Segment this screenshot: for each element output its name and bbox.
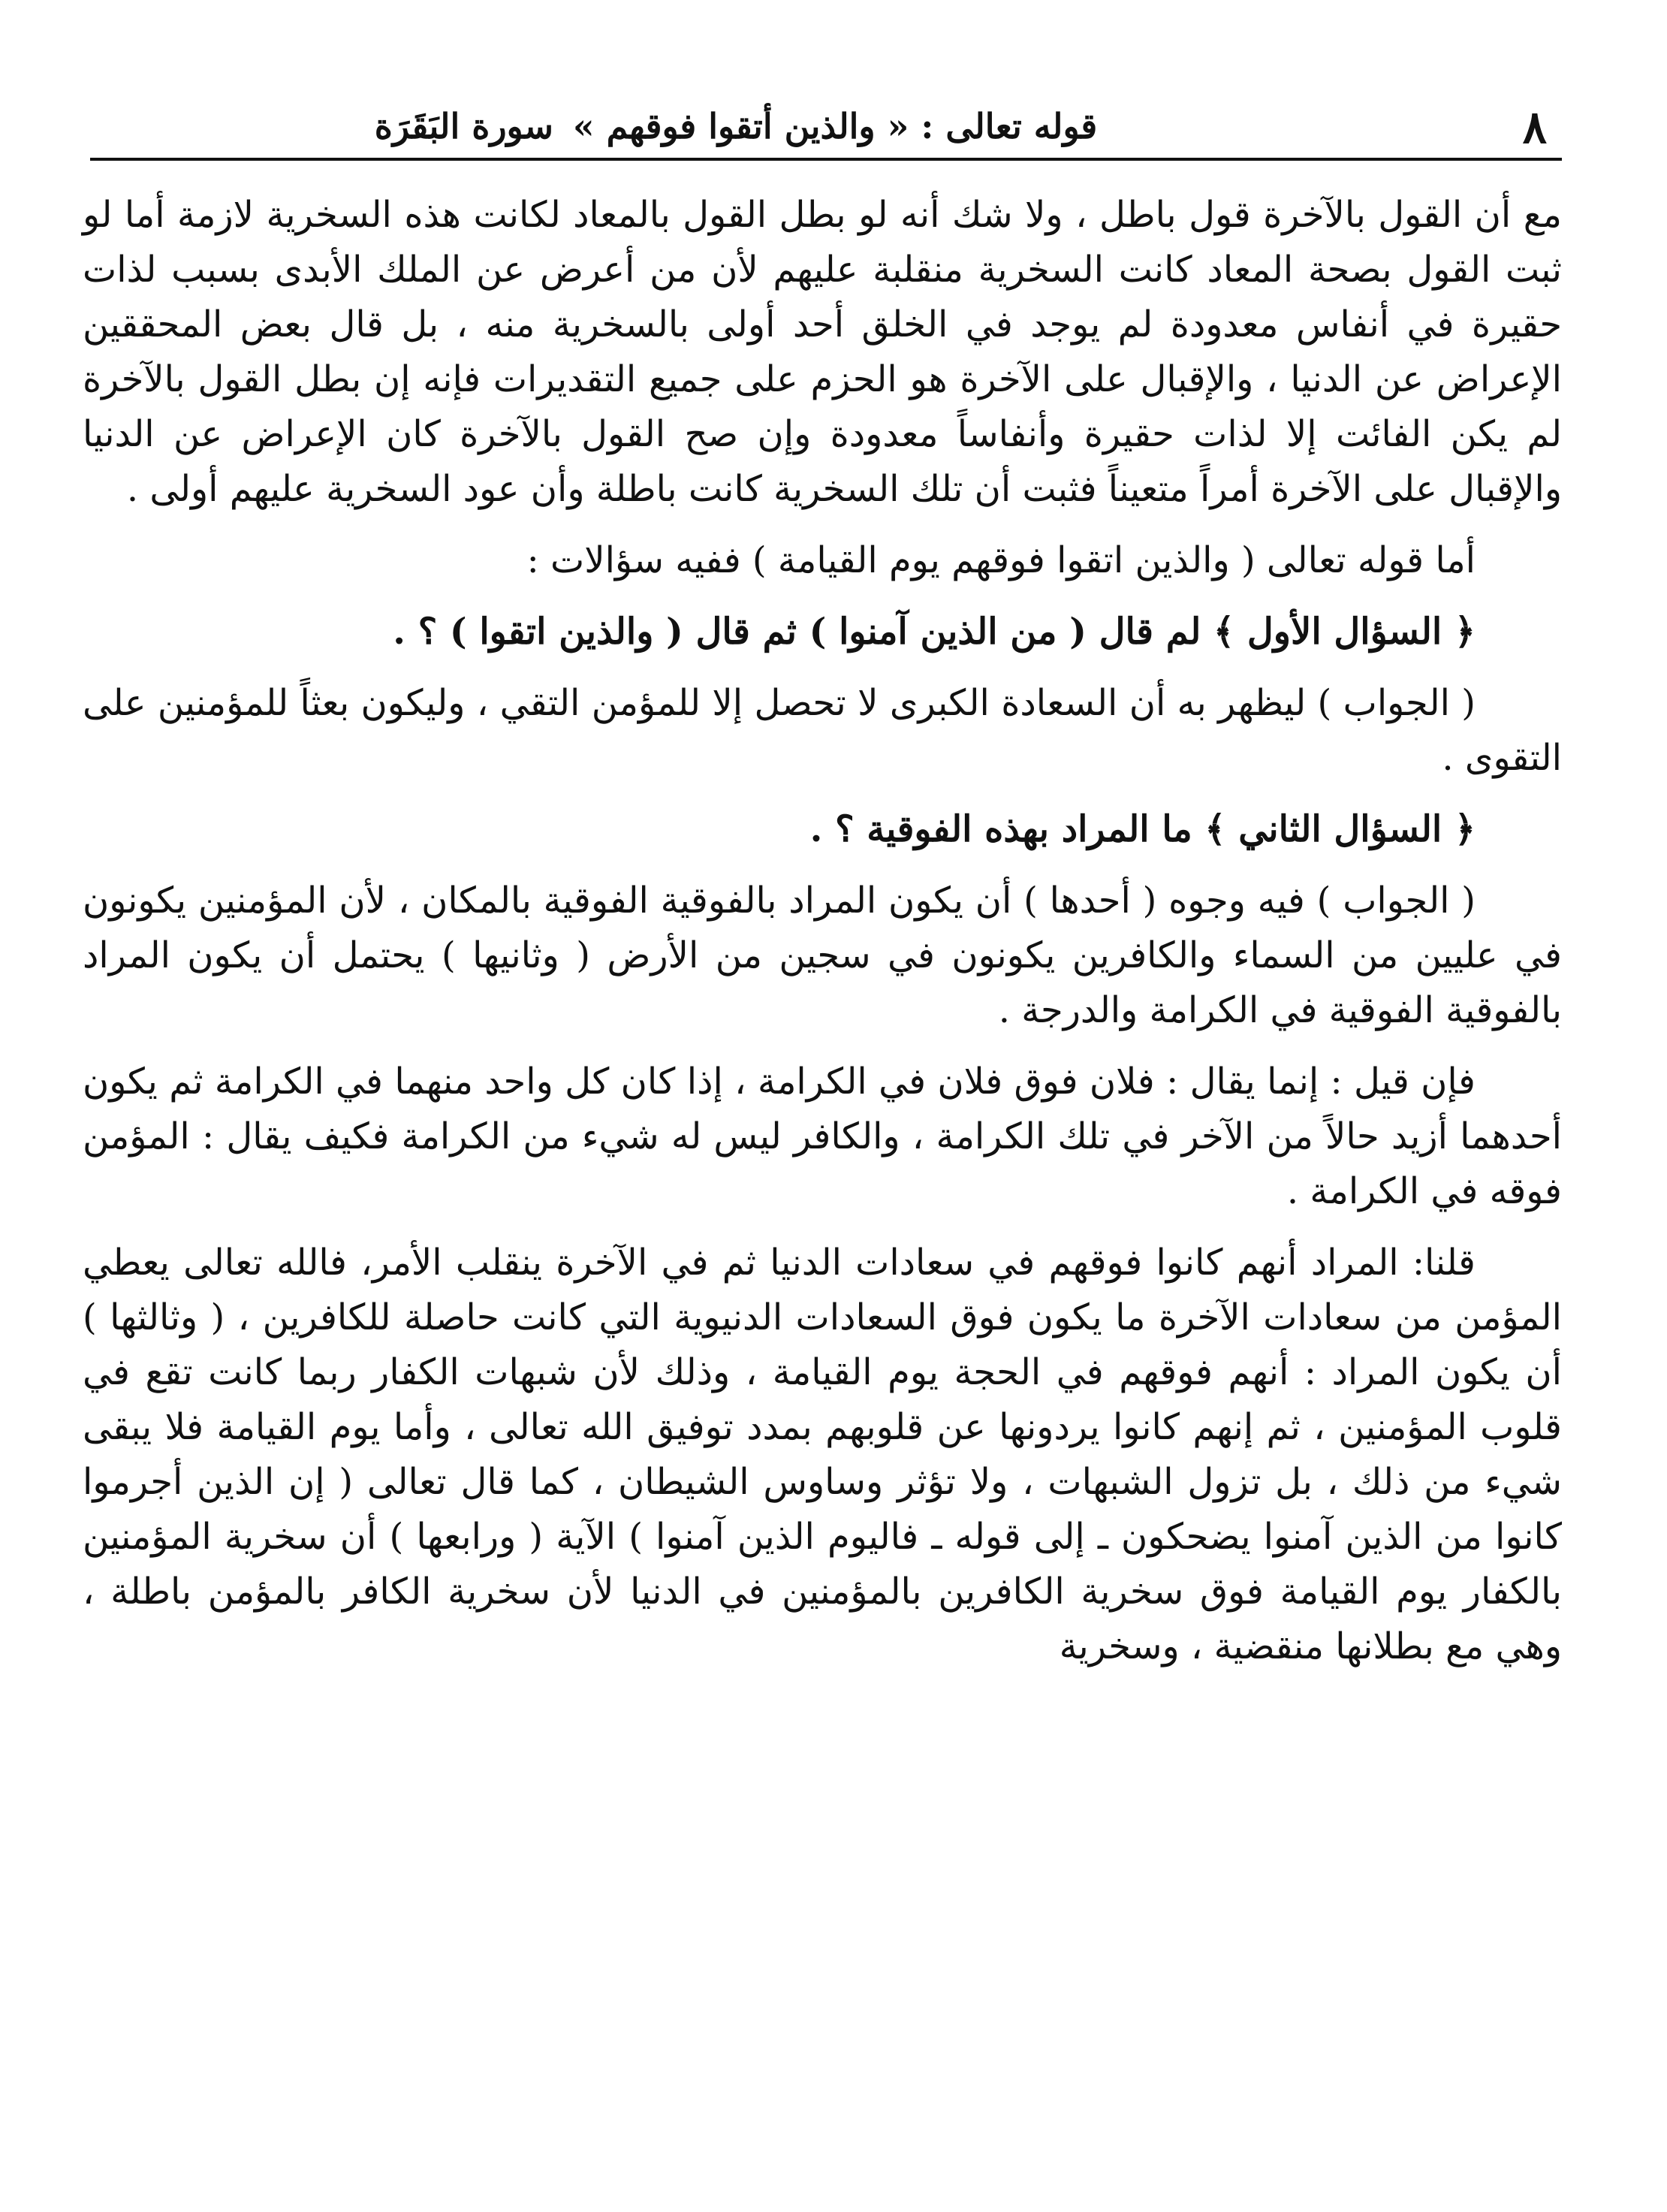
question-2: ﴿ السؤال الثاني ﴾ ما المراد بهذه الفوقية ؟ . bbox=[809, 808, 1476, 850]
answer-2: ( الجواب ) فيه وجوه ( أحدها ) أن يكون المراد بالفوقية الفوقية بالمكان ، لأن المؤمنين يكونون في عليين من السماء والكافرين يكونون في سجين من الأرض ( وثانيها ) يحتمل أن يكون المراد بالفوقية الفوقية في الكرامة والدرجة . bbox=[83, 880, 1562, 1031]
page-number: ٨ bbox=[1522, 101, 1547, 154]
paragraph-1: مع أن القول بالآخرة قول باطل ، ولا شك أنه لو بطل القول بالمعاد لكانت هذه السخرية لازمة أما لو ثبت القول بصحة المعاد كانت السخرية منقلبة عليهم لأن من أعرض عن الملك الأبدى بسبب لذات حقيرة في أنفاس معدودة لم يوجد في الخلق أحد أولى بالسخرية منه ، بل قال بعض المحققين الإعراض عن الدنيا ، والإقبال على الآخرة هو الحزم على جميع التقديرات فإنه إن بطل القول بالآخرة لم يكن الفائت إلا لذات حقيرة وأنفاساً معدودة وإن صح القول بالآخرة كان الإعراض عن الدنيا والإقبال على الآخرة أمراً متعيناً فثبت أن تلك السخرية كانت باطلة وأن عود السخرية عليهم أولى . bbox=[83, 194, 1563, 510]
question-1: ﴿ السؤال الأول ﴾ لم قال ( من الذين آمنوا ) ثم قال ( والذين اتقوا ) ؟ . bbox=[393, 611, 1476, 653]
body-text bbox=[83, 188, 1562, 1674]
reply-paragraph: قلنا: المراد أنهم كانوا فوقهم في سعادات الدنيا ثم في الآخرة ينقلب الأمر، فالله تعالى يعطي المؤمن من سعادات الآخرة ما يكون فوق السعادات الدنيوية التي كانت حاصلة للكافرين ، ( وثالثها ) أن يكون المراد : أنهم فوقهم في الحجة يوم القيامة ، وذلك لأن شبهات الكفار ربما كانت تقع في قلوب المؤمنين ، ثم إنهم كانوا يردونها عن قلوبهم بمدد توفيق الله تعالى ، وأما يوم القيامة فلا يبقى شيء من ذلك ، بل تزول الشبهات ، ولا تؤثر وساوس الشيطان ، كما قال تعالى ( إن الذين أجرموا كانوا من الذين آمنوا يضحكون ـ إلى قوله ـ فاليوم الذين آمنوا ) الآية ( ورابعها ) أن سخرية المؤمنين بالكفار يوم القيامة فوق سخرية الكافرين بالمؤمنين في الدنيا لأن سخرية الكافر بالمؤمن باطلة ، وهي مع بطلانها منقضية ، وسخرية bbox=[83, 1242, 1563, 1667]
objection-paragraph: فإن قيل : إنما يقال : فلان فوق فلان في الكرامة ، إذا كان كل واحد منهما في الكرامة ثم يكون أحدهما أزيد حالاً من الآخر في تلك الكرامة ، والكافر ليس له شيء من الكرامة فكيف يقال : المؤمن فوقه في الكرامة . bbox=[83, 1061, 1562, 1212]
running-title bbox=[90, 106, 1562, 146]
surah-name: سورة البَقَرَة bbox=[374, 106, 553, 146]
running-title-text: قوله تعالى : « والذين أتقوا فوقهم » bbox=[572, 106, 1098, 146]
page-header bbox=[90, 86, 1562, 161]
paragraph-2: أما قوله تعالى ( والذين اتقوا فوقهم يوم القيامة ) ففيه سؤالات : bbox=[526, 539, 1476, 581]
answer-1: ( الجواب ) ليظهر به أن السعادة الكبرى لا تحصل إلا للمؤمن التقي ، وليكون بعثاً للمؤمنين على التقوى . bbox=[83, 682, 1562, 779]
